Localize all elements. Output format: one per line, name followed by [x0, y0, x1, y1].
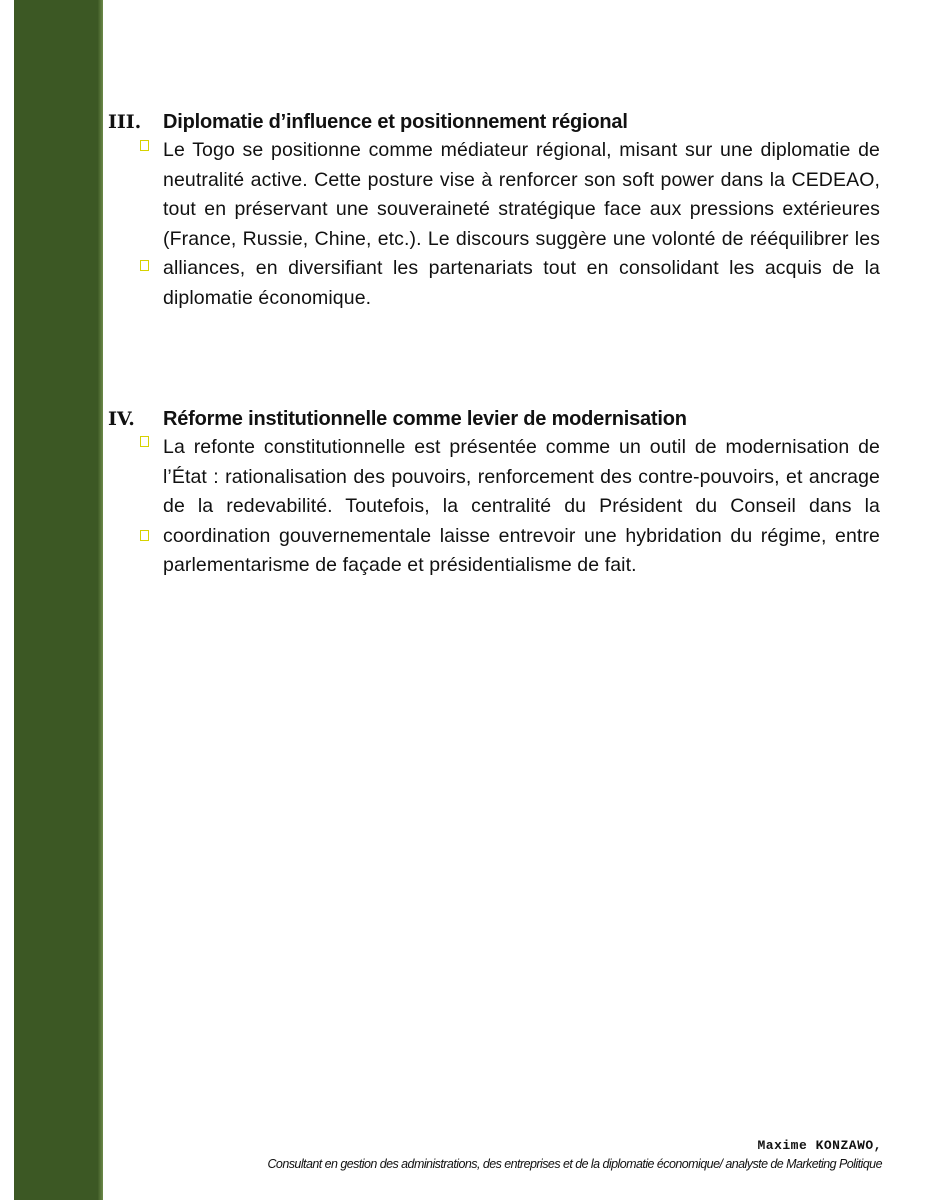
section-title: Réforme institutionnelle comme levier de modernisation: [163, 408, 687, 430]
section-body: La refonte constitutionnelle est présentée comme un outil de modernisation de l’État : rationalisation des pouvoirs, renforcement des contre-pouvoirs, et ancrage de la redevabilité. Toutefois, la centralité du Président du Conseil dans la coordination gouvernementale laisse entrevoir une hybridation du régime, entre parlementarisme de façade et présidentialisme de fait.: [163, 436, 880, 576]
square-outline-bullet-icon: [140, 436, 149, 447]
section-iv: [108, 405, 880, 581]
section-heading: [108, 108, 880, 136]
section-numeral: IV.: [108, 408, 135, 430]
page-footer: [267, 1136, 882, 1172]
section-title: Diplomatie d’influence et positionnement régional: [163, 111, 628, 133]
square-outline-bullet-icon: [140, 140, 149, 151]
square-outline-bullet-icon: [140, 530, 149, 541]
square-outline-bullet-icon: [140, 260, 149, 271]
decorative-sidebar-bar: [14, 0, 103, 1200]
section-numeral: III.: [108, 111, 142, 133]
author-role: Consultant en gestion des administrations, des entreprises et de la diplomatie économique/ analyste de Marketing Politique: [267, 1157, 882, 1171]
section-heading: [108, 405, 880, 433]
author-name: Maxime KONZAWO,: [757, 1138, 882, 1153]
section-body: Le Togo se positionne comme médiateur régional, misant sur une diplomatie de neutralité active. Cette posture vise à renforcer son soft power dans la CEDEAO, tout en préservant une souveraineté stratégique face aux pressions extérieures (France, Russie, Chine, etc.). Le discours suggère une volonté de rééquilibrer les alliances, en diversifiant les partenariats tout en consolidant les acquis de la diplomatie économique.: [163, 139, 880, 309]
section-iii: [108, 108, 880, 313]
